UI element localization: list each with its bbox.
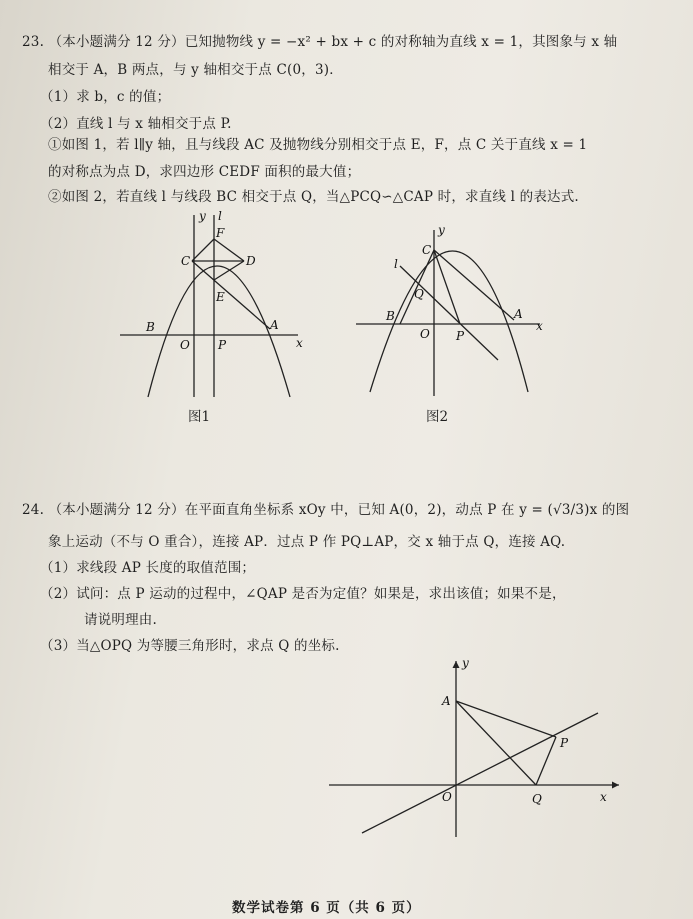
fig2-label-x: x bbox=[536, 319, 543, 333]
q23-part2-1b: 的对称点为点 D，求四边形 CEDF 面积的最大值； bbox=[48, 164, 361, 180]
fig2-line-l bbox=[400, 266, 498, 360]
q24-label-y: y bbox=[462, 656, 469, 670]
fig2-label-c: C bbox=[422, 243, 432, 257]
q24-label-a: A bbox=[442, 694, 451, 708]
q23-intro bbox=[22, 30, 617, 50]
q24-segment-aq bbox=[456, 701, 536, 785]
q23-part1: （1）求 b，c 的值； bbox=[40, 89, 171, 105]
q23-number: 23. bbox=[22, 34, 45, 50]
fig2-label-y: y bbox=[438, 223, 445, 237]
fig2-label-o: O bbox=[420, 327, 430, 341]
q23-intro2: 相交于 A，B 两点，与 y 轴相交于点 C(0，3)． bbox=[48, 62, 343, 78]
q23-intro-text: （本小题满分 12 分）已知抛物线 y = −x² + bx + c 的对称轴为直线 x = 1，其图象与 x 轴 bbox=[48, 34, 618, 50]
fig1-label-f: F bbox=[216, 226, 225, 240]
fig2-label-b: B bbox=[386, 309, 395, 323]
fig2-label-l: l bbox=[394, 257, 398, 271]
fig1-label-x: x bbox=[296, 336, 303, 350]
fig1-label-l: l bbox=[218, 209, 222, 223]
q24-part2b: 请说明理由. bbox=[84, 612, 157, 628]
q24-segment-ap bbox=[456, 701, 556, 737]
fig1-segment-cf bbox=[192, 239, 214, 261]
fig1-label-y: y bbox=[199, 209, 206, 223]
q23-fig2-caption: 图2 bbox=[426, 409, 449, 425]
fig1-label-d: D bbox=[246, 254, 256, 268]
fig1-label-p: P bbox=[218, 338, 227, 352]
page-footer: 数学试卷第 6 页（共 6 页） bbox=[232, 900, 421, 916]
fig2-label-a: A bbox=[514, 307, 523, 321]
q23-fig1-caption: 图1 bbox=[188, 409, 211, 425]
q24-label-x: x bbox=[600, 790, 607, 804]
q24-label-q: Q bbox=[532, 792, 542, 806]
q24-part1: （1）求线段 AP 长度的取值范围； bbox=[40, 560, 256, 576]
fig2-label-p: P bbox=[456, 329, 465, 343]
q24-part3: （3）当△OPQ 为等腰三角形时，求点 Q 的坐标. bbox=[40, 638, 340, 654]
q24-intro bbox=[22, 498, 629, 518]
q23-figure-2 bbox=[348, 220, 548, 400]
q23-part2-2: ②如图 2，若直线 l 与线段 BC 相交于点 Q，当△PCQ∽△CAP 时，求直线 l 的表达式. bbox=[48, 189, 579, 205]
q24-intro2: 象上运动（不与 O 重合），连接 AP．过点 P 作 PQ⊥AP，交 x 轴于点 Q，连接 AQ. bbox=[48, 534, 566, 550]
fig1-label-b: B bbox=[146, 320, 155, 334]
fig1-label-o: O bbox=[180, 338, 190, 352]
q24-number: 24. bbox=[22, 502, 45, 518]
q24-segment-pq bbox=[536, 737, 556, 785]
fig1-segment-ed bbox=[214, 261, 244, 280]
fig1-label-a: A bbox=[270, 318, 279, 332]
q24-label-o: O bbox=[442, 790, 452, 804]
q24-x-arrow bbox=[612, 782, 619, 789]
fig1-segment-fd bbox=[214, 239, 244, 261]
q23-part2: （2）直线 l 与 x 轴相交于点 P. bbox=[40, 116, 232, 132]
q24-label-p: P bbox=[560, 736, 569, 750]
fig1-label-e: E bbox=[216, 290, 225, 304]
q23-part2-1a: ①如图 1，若 l∥y 轴，且与线段 AC 及抛物线分别相交于点 E，F，点 C 关于直线 x = 1 bbox=[48, 137, 588, 153]
q24-line-op bbox=[362, 713, 598, 833]
fig1-label-c: C bbox=[181, 254, 191, 268]
fig1-parabola bbox=[148, 266, 290, 397]
fig2-label-q: Q bbox=[414, 287, 424, 301]
q23-figure-1 bbox=[110, 205, 310, 405]
q24-figure bbox=[324, 655, 624, 840]
q24-y-arrow bbox=[453, 661, 460, 668]
q24-intro-text: （本小题满分 12 分）在平面直角坐标系 xOy 中，已知 A(0，2)，动点 P 在 y = (√3/3)x 的图 bbox=[48, 502, 630, 518]
q24-part2a: （2）试问：点 P 运动的过程中，∠QAP 是否为定值？如果是，求出该值；如果不是， bbox=[40, 586, 566, 602]
